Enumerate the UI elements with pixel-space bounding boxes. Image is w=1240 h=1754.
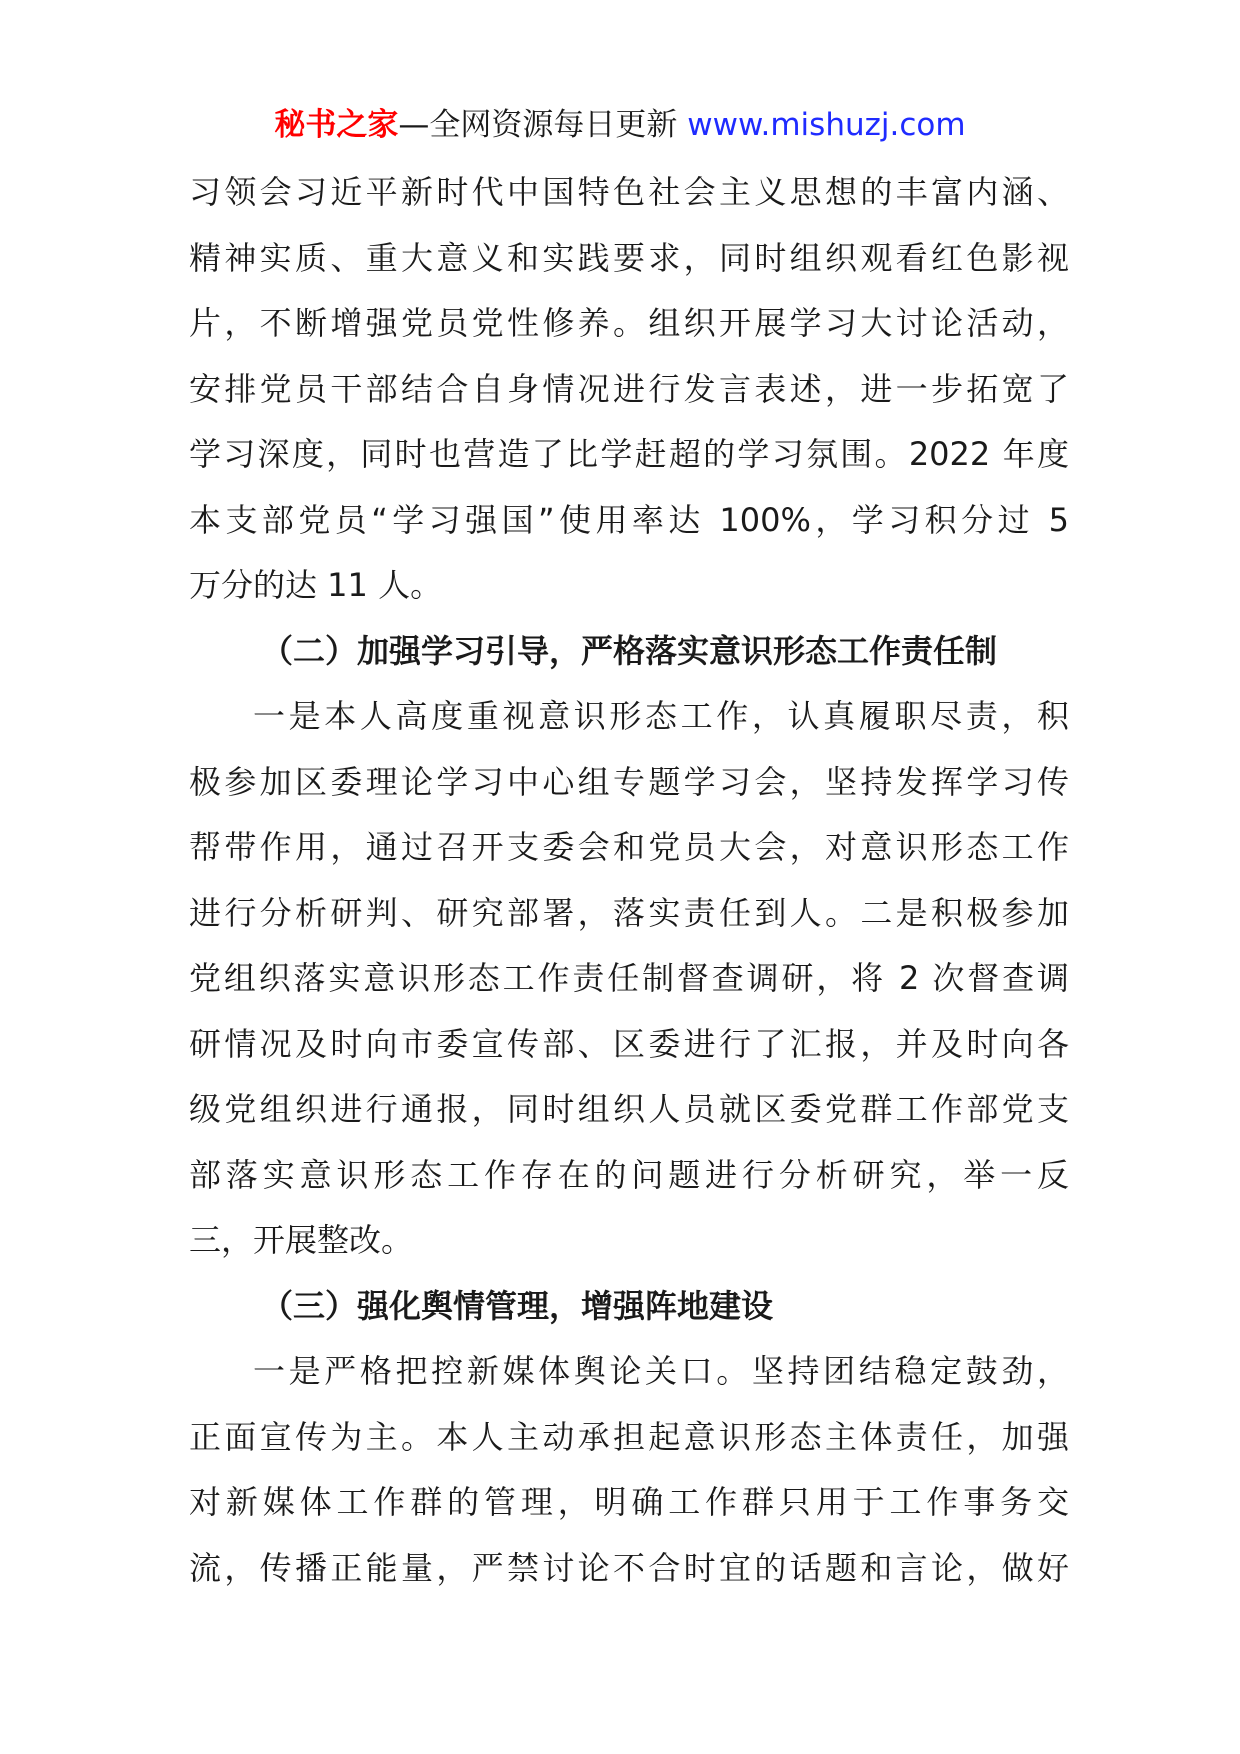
text-line: 研情况及时向市委宣传部、区委进行了汇报，并及时向各 [189,1024,1069,1063]
text-line: 极参加区委理论学习中心组专题学习会，坚持发挥学习传 [189,762,1069,801]
site-url[interactable]: www.mishuzj.com [687,107,966,143]
text-line: 对新媒体工作群的管理，明确工作群只用于工作事务交 [189,1483,1069,1521]
text-line: 学习深度，同时也营造了比学赶超的学习氛围。2022 年度 [189,435,1069,473]
text-line: 精神实质、重大意义和实践要求，同时组织观看红色影视 [189,238,1069,277]
text-line: 进行分析研判、研究部署，落实责任到人。二是积极参加 [189,893,1069,932]
site-tagline: —全网资源每日更新 [398,107,688,143]
text-line: 本支部党员“学习强国”使用率达 100%，学习积分过 5 [189,500,1069,539]
site-brand: 秘书之家 [274,107,399,143]
text-line: 一是本人高度重视意识形态工作，认真履职尽责，积 [253,697,1069,735]
text-line: 安排党员干部结合自身情况进行发言表述，进一步拓宽了 [189,369,1069,408]
site-header [0,100,1240,150]
text-line: 万分的达 11 人。 [189,566,443,604]
section-heading: （三）强化舆情管理，增强阵地建设 [261,1286,774,1325]
text-line: 正面宣传为主。本人主动承担起意识形态主体责任，加强 [189,1417,1069,1456]
text-line: 三，开展整改。 [189,1221,414,1259]
document-body [189,160,1069,1601]
paragraph-1 [189,160,1069,619]
text-line: 一是严格把控新媒体舆论关口。坚持团结稳定鼓劲， [253,1352,1069,1390]
section-2 [189,619,1069,1274]
text-line: 部落实意识形态工作存在的问题进行分析研究，举一反 [189,1155,1069,1194]
text-line: 习领会习近平新时代中国特色社会主义思想的丰富内涵、 [189,173,1069,211]
section-heading: （二）加强学习引导，严格落实意识形态工作责任制 [261,631,998,670]
text-line: 片，不断增强党员党性修养。组织开展学习大讨论活动， [189,304,1069,342]
text-line: 帮带作用，通过召开支委会和党员大会，对意识形态工作 [189,828,1069,866]
section-3 [189,1274,1069,1602]
text-line: 级党组织进行通报，同时组织人员就区委党群工作部党支 [189,1090,1069,1128]
text-line: 党组织落实意识形态工作责任制督查调研，将 2 次督查调 [189,959,1069,997]
text-line: 流，传播正能量，严禁讨论不合时宜的话题和言论，做好 [189,1548,1069,1587]
